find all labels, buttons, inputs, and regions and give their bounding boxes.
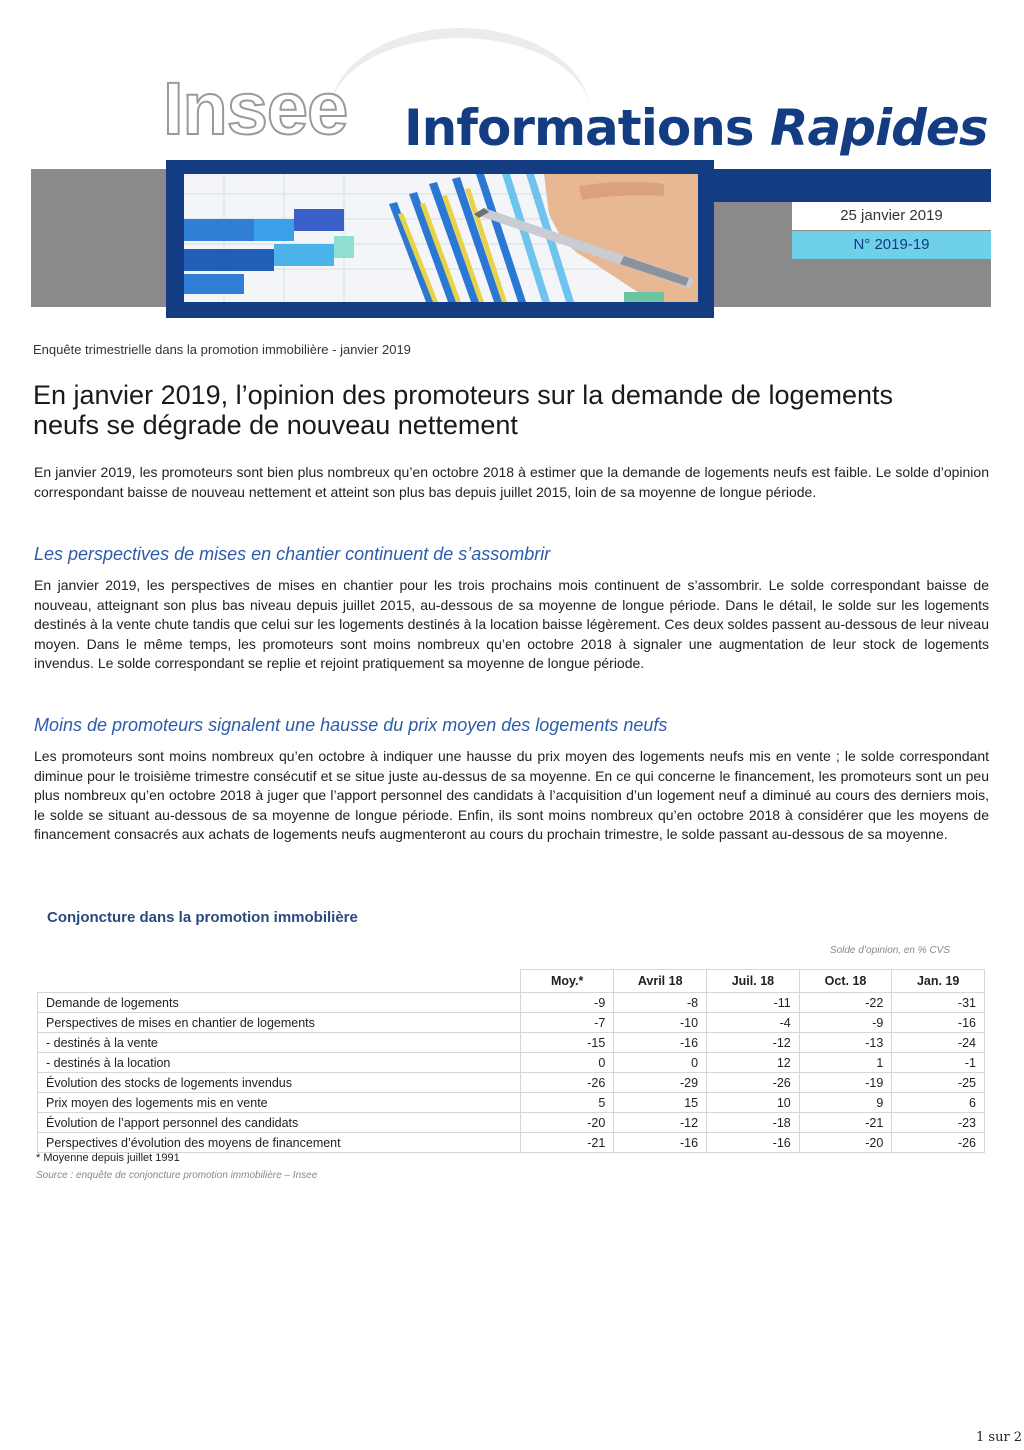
table-cell: -22 <box>799 993 892 1013</box>
table-cell: -31 <box>892 993 985 1013</box>
table-cell: -26 <box>521 1073 614 1093</box>
table-cell: 15 <box>614 1093 707 1113</box>
insee-logo: Insee <box>163 67 348 150</box>
table-cell: -21 <box>521 1133 614 1153</box>
row-label: Prix moyen des logements mis en vente <box>38 1093 521 1113</box>
table-row <box>38 1013 985 1033</box>
table-title: Conjoncture dans la promotion immobilière <box>47 909 358 926</box>
conjuncture-table <box>37 969 985 1153</box>
table-cell: -19 <box>799 1073 892 1093</box>
publication-title-italic: Rapides <box>769 99 988 157</box>
table-cell: 0 <box>614 1053 707 1073</box>
table-row <box>38 1053 985 1073</box>
table-cell: -12 <box>614 1113 707 1133</box>
table-cell: -7 <box>521 1013 614 1033</box>
row-label: Évolution des stocks de logements invendus <box>38 1073 521 1093</box>
table-cell: -29 <box>614 1073 707 1093</box>
table-cell: -26 <box>707 1073 800 1093</box>
table-cell: 9 <box>799 1093 892 1113</box>
table-footnote: * Moyenne depuis juillet 1991 <box>36 1152 180 1164</box>
table-cell: -8 <box>614 993 707 1013</box>
row-label: - destinés à la vente <box>38 1033 521 1053</box>
publication-title <box>404 98 988 158</box>
table-cell: -25 <box>892 1073 985 1093</box>
header-photo-frame <box>166 160 714 318</box>
table-row <box>38 1073 985 1093</box>
table-cell: -16 <box>892 1013 985 1033</box>
table-cell: -16 <box>707 1133 800 1153</box>
table-cell: -16 <box>614 1033 707 1053</box>
col-header-oct18: Oct. 18 <box>799 970 892 993</box>
row-label: Perspectives d’évolution des moyens de financement <box>38 1133 521 1153</box>
col-header-moy: Moy.* <box>521 970 614 993</box>
table-row <box>38 993 985 1013</box>
table-cell: -20 <box>521 1113 614 1133</box>
col-header-jan19: Jan. 19 <box>892 970 985 993</box>
section2-title: Moins de promoteurs signalent une hausse du prix moyen des logements neufs <box>34 715 668 735</box>
table-row <box>38 1133 985 1153</box>
table-cell: -4 <box>707 1013 800 1033</box>
table-cell: -11 <box>707 993 800 1013</box>
table-cell: 12 <box>707 1053 800 1073</box>
header-photo-chart-and-pen <box>184 174 698 302</box>
table-cell: -1 <box>892 1053 985 1073</box>
table-cell: -21 <box>799 1113 892 1133</box>
table-header-row <box>38 970 985 993</box>
table-cell: -9 <box>521 993 614 1013</box>
article-headline: En janvier 2019, l’opinion des promoteurs sur la demande de logements neufs se dégrade de nouveau nettement <box>33 380 894 440</box>
table-cell: -20 <box>799 1133 892 1153</box>
row-label: Perspectives de mises en chantier de logements <box>38 1013 521 1033</box>
intro-paragraph: En janvier 2019, les promoteurs sont bien plus nombreux qu’en octobre 2018 à estimer que la demande de logements neufs est faible. Le solde d’opinion correspondant baisse de nouveau nettement et atteint son plus bas depuis juillet 2015, loin de sa moyenne de longue période. <box>34 464 989 500</box>
col-header-avril18: Avril 18 <box>614 970 707 993</box>
table-unit: Solde d’opinion, en % CVS <box>829 945 950 956</box>
row-label: Évolution de l’apport personnel des candidats <box>38 1113 521 1133</box>
row-label: - destinés à la location <box>38 1053 521 1073</box>
table-cell: -18 <box>707 1113 800 1133</box>
table-cell: 5 <box>521 1093 614 1113</box>
publication-title-main: Informations <box>404 99 770 157</box>
table-cell: 1 <box>799 1053 892 1073</box>
table-cell: -16 <box>614 1133 707 1153</box>
table-cell: 6 <box>892 1093 985 1113</box>
table-cell: -13 <box>799 1033 892 1053</box>
table-cell: 0 <box>521 1053 614 1073</box>
table-source: Source : enquête de conjoncture promotion immobilière – Insee <box>36 1170 318 1181</box>
table-row <box>38 1093 985 1113</box>
table-cell: 10 <box>707 1093 800 1113</box>
table-header-empty <box>38 970 521 993</box>
table-cell: -12 <box>707 1033 800 1053</box>
table-cell: -26 <box>892 1133 985 1153</box>
table-cell: -10 <box>614 1013 707 1033</box>
table-row <box>38 1033 985 1053</box>
table-row <box>38 1113 985 1133</box>
chart-pen-illustration <box>184 174 698 302</box>
table-cell: -9 <box>799 1013 892 1033</box>
table-cell: -24 <box>892 1033 985 1053</box>
row-label: Demande de logements <box>38 993 521 1013</box>
survey-kicker: Enquête trimestrielle dans la promotion immobilière - janvier 2019 <box>33 342 411 357</box>
header-blue-band <box>710 169 991 202</box>
section1-paragraph: En janvier 2019, les perspectives de mises en chantier pour les trois prochains mois continuent de s’assombrir. Le solde correspondant baisse de nouveau, atteignant son plus bas niveau depuis juillet 2015, au-dessous de sa moyenne de longue période. Dans le détail, le solde sur les logements destinés à la vente chute tandis que celui sur les logements destinés à la location baisse légèrement. Ces deux soldes passent au-dessous de leur niveau moyen. Dans le même temps, les promoteurs sont moins nombreux qu’en octobre 2018 à signaler une augmentation de leur stock de logements invendus. Le solde correspondant se replie et rejoint pratiquement sa moyenne de longue période. <box>34 577 989 672</box>
col-header-juil18: Juil. 18 <box>707 970 800 993</box>
section2-paragraph: Les promoteurs sont moins nombreux qu’en octobre à indiquer une hausse du prix moyen des logements neufs mis en vente ; le solde correspondant diminue pour le troisième trimestre consécutif et se situe juste au-dessus de sa moyenne. En ce qui concerne le financement, les promoteurs sont un peu plus nombreux qu’en octobre 2018 à juger que l’apport personnel des candidats à l’acquisition d’un logement neuf a diminué au cours des derniers mois, le solde se situant au-dessous de sa moyenne de longue période. Enfin, ils sont moins nombreux qu’en octobre 2018 à considérer que les moyens de financement consacrés aux achats de logements neufs augmenteront au cours du prochain trimestre, le solde passant au-dessous de sa moyenne. <box>34 748 989 843</box>
page-number: 1 sur 2 <box>976 1430 1023 1445</box>
publication-number: N° 2019-19 <box>792 231 991 259</box>
section1-title: Les perspectives de mises en chantier continuent de s’assombrir <box>34 544 551 564</box>
publication-date: 25 janvier 2019 <box>792 202 991 230</box>
table-cell: -15 <box>521 1033 614 1053</box>
table-cell: -23 <box>892 1113 985 1133</box>
